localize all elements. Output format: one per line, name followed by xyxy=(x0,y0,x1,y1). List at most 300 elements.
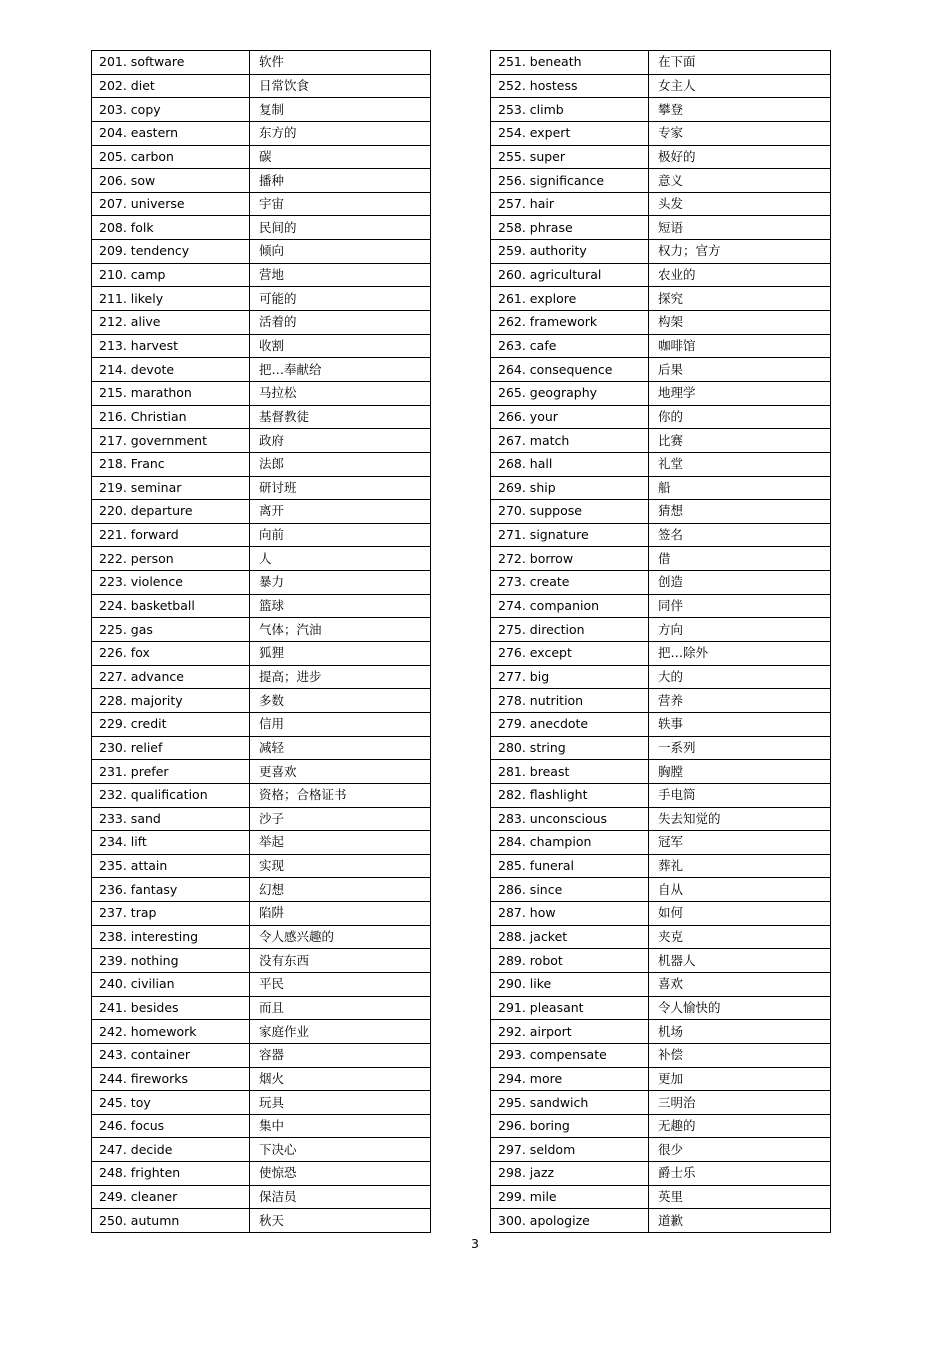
vocabulary-row xyxy=(92,287,431,311)
chinese-meaning-cell: 信用 xyxy=(250,712,431,736)
english-word-cell: 211. likely xyxy=(92,287,250,311)
english-word-cell: 221. forward xyxy=(92,523,250,547)
chinese-meaning-cell: 葬礼 xyxy=(649,854,831,878)
vocabulary-row xyxy=(491,500,831,524)
chinese-meaning-cell: 同伴 xyxy=(649,594,831,618)
english-word-cell: 275. direction xyxy=(491,618,649,642)
vocabulary-row xyxy=(491,74,831,98)
vocabulary-row xyxy=(491,405,831,429)
vocabulary-row xyxy=(92,1091,431,1115)
vocabulary-row xyxy=(92,1162,431,1186)
vocabulary-row xyxy=(491,902,831,926)
chinese-meaning-cell: 胸膛 xyxy=(649,760,831,784)
vocabulary-row xyxy=(491,594,831,618)
english-word-cell: 235. attain xyxy=(92,854,250,878)
english-word-cell: 212. alive xyxy=(92,311,250,335)
vocabulary-row xyxy=(92,783,431,807)
chinese-meaning-cell: 如何 xyxy=(649,902,831,926)
chinese-meaning-cell: 收割 xyxy=(250,334,431,358)
chinese-meaning-cell: 很少 xyxy=(649,1138,831,1162)
vocabulary-row xyxy=(491,783,831,807)
english-word-cell: 249. cleaner xyxy=(92,1185,250,1209)
chinese-meaning-cell: 失去知觉的 xyxy=(649,807,831,831)
english-word-cell: 300. apologize xyxy=(491,1209,649,1233)
english-word-cell: 286. since xyxy=(491,878,649,902)
page-number: 3 xyxy=(471,1236,479,1251)
chinese-meaning-cell: 可能的 xyxy=(250,287,431,311)
english-word-cell: 206. sow xyxy=(92,169,250,193)
vocabulary-row xyxy=(491,1091,831,1115)
chinese-meaning-cell: 机器人 xyxy=(649,949,831,973)
english-word-cell: 296. boring xyxy=(491,1114,649,1138)
chinese-meaning-cell: 无趣的 xyxy=(649,1114,831,1138)
chinese-meaning-cell: 研讨班 xyxy=(250,476,431,500)
chinese-meaning-cell: 沙子 xyxy=(250,807,431,831)
english-word-cell: 281. breast xyxy=(491,760,649,784)
chinese-meaning-cell: 头发 xyxy=(649,192,831,216)
chinese-meaning-cell: 夹克 xyxy=(649,925,831,949)
english-word-cell: 250. autumn xyxy=(92,1209,250,1233)
english-word-cell: 242. homework xyxy=(92,1020,250,1044)
english-word-cell: 241. besides xyxy=(92,996,250,1020)
vocabulary-row xyxy=(491,571,831,595)
vocabulary-row xyxy=(491,121,831,145)
vocabulary-row xyxy=(491,831,831,855)
chinese-meaning-cell: 探究 xyxy=(649,287,831,311)
chinese-meaning-cell: 猜想 xyxy=(649,500,831,524)
vocabulary-row xyxy=(491,334,831,358)
chinese-meaning-cell: 后果 xyxy=(649,358,831,382)
vocabulary-row xyxy=(491,429,831,453)
chinese-meaning-cell: 你的 xyxy=(649,405,831,429)
vocabulary-row xyxy=(491,523,831,547)
vocabulary-row xyxy=(92,1067,431,1091)
english-word-cell: 291. pleasant xyxy=(491,996,649,1020)
english-word-cell: 224. basketball xyxy=(92,594,250,618)
chinese-meaning-cell: 大的 xyxy=(649,665,831,689)
chinese-meaning-cell: 令人愉快的 xyxy=(649,996,831,1020)
chinese-meaning-cell: 复制 xyxy=(250,98,431,122)
vocabulary-row xyxy=(491,972,831,996)
vocabulary-row xyxy=(92,642,431,666)
chinese-meaning-cell: 意义 xyxy=(649,169,831,193)
vocabulary-row xyxy=(92,665,431,689)
chinese-meaning-cell: 手电筒 xyxy=(649,783,831,807)
vocabulary-row xyxy=(92,429,431,453)
chinese-meaning-cell: 签名 xyxy=(649,523,831,547)
chinese-meaning-cell: 把…除外 xyxy=(649,642,831,666)
english-word-cell: 257. hair xyxy=(491,192,649,216)
chinese-meaning-cell: 农业的 xyxy=(649,263,831,287)
vocabulary-row xyxy=(491,760,831,784)
chinese-meaning-cell: 三明治 xyxy=(649,1091,831,1115)
english-word-cell: 269. ship xyxy=(491,476,649,500)
english-word-cell: 218. Franc xyxy=(92,452,250,476)
chinese-meaning-cell: 减轻 xyxy=(250,736,431,760)
vocabulary-row xyxy=(92,1043,431,1067)
vocabulary-row xyxy=(92,192,431,216)
chinese-meaning-cell: 攀登 xyxy=(649,98,831,122)
english-word-cell: 294. more xyxy=(491,1067,649,1091)
vocabulary-row xyxy=(92,949,431,973)
english-word-cell: 288. jacket xyxy=(491,925,649,949)
chinese-meaning-cell: 玩具 xyxy=(250,1091,431,1115)
chinese-meaning-cell: 资格；合格证书 xyxy=(250,783,431,807)
english-word-cell: 255. super xyxy=(491,145,649,169)
vocabulary-row xyxy=(92,972,431,996)
chinese-meaning-cell: 专家 xyxy=(649,121,831,145)
vocabulary-row xyxy=(491,240,831,264)
chinese-meaning-cell: 气体；汽油 xyxy=(250,618,431,642)
vocabulary-row xyxy=(92,1138,431,1162)
vocabulary-row xyxy=(92,381,431,405)
english-word-cell: 293. compensate xyxy=(491,1043,649,1067)
vocabulary-row xyxy=(92,547,431,571)
english-word-cell: 236. fantasy xyxy=(92,878,250,902)
chinese-meaning-cell: 冠军 xyxy=(649,831,831,855)
vocabulary-row xyxy=(92,1185,431,1209)
vocabulary-row xyxy=(92,878,431,902)
english-word-cell: 239. nothing xyxy=(92,949,250,973)
chinese-meaning-cell: 在下面 xyxy=(649,51,831,75)
chinese-meaning-cell: 创造 xyxy=(649,571,831,595)
chinese-meaning-cell: 秋天 xyxy=(250,1209,431,1233)
chinese-meaning-cell: 爵士乐 xyxy=(649,1162,831,1186)
english-word-cell: 238. interesting xyxy=(92,925,250,949)
english-word-cell: 283. unconscious xyxy=(491,807,649,831)
vocabulary-row xyxy=(491,358,831,382)
vocabulary-row xyxy=(491,476,831,500)
vocabulary-row xyxy=(92,807,431,831)
vocabulary-row xyxy=(92,334,431,358)
chinese-meaning-cell: 马拉松 xyxy=(250,381,431,405)
english-word-cell: 203. copy xyxy=(92,98,250,122)
english-word-cell: 208. folk xyxy=(92,216,250,240)
english-word-cell: 210. camp xyxy=(92,263,250,287)
chinese-meaning-cell: 船 xyxy=(649,476,831,500)
chinese-meaning-cell: 令人感兴趣的 xyxy=(250,925,431,949)
english-word-cell: 267. match xyxy=(491,429,649,453)
chinese-meaning-cell: 女主人 xyxy=(649,74,831,98)
english-word-cell: 292. airport xyxy=(491,1020,649,1044)
chinese-meaning-cell: 举起 xyxy=(250,831,431,855)
vocabulary-row xyxy=(92,925,431,949)
english-word-cell: 213. harvest xyxy=(92,334,250,358)
vocabulary-row xyxy=(491,949,831,973)
vocabulary-row xyxy=(491,618,831,642)
english-word-cell: 209. tendency xyxy=(92,240,250,264)
chinese-meaning-cell: 多数 xyxy=(250,689,431,713)
vocabulary-row xyxy=(491,547,831,571)
chinese-meaning-cell: 咖啡馆 xyxy=(649,334,831,358)
vocabulary-row xyxy=(92,169,431,193)
vocabulary-row xyxy=(491,665,831,689)
english-word-cell: 215. marathon xyxy=(92,381,250,405)
vocabulary-row xyxy=(491,145,831,169)
chinese-meaning-cell: 平民 xyxy=(250,972,431,996)
english-word-cell: 219. seminar xyxy=(92,476,250,500)
english-word-cell: 279. anecdote xyxy=(491,712,649,736)
vocabulary-row xyxy=(491,807,831,831)
english-word-cell: 259. authority xyxy=(491,240,649,264)
english-word-cell: 263. cafe xyxy=(491,334,649,358)
chinese-meaning-cell: 人 xyxy=(250,547,431,571)
vocabulary-row xyxy=(92,736,431,760)
vocabulary-row xyxy=(92,405,431,429)
chinese-meaning-cell: 短语 xyxy=(649,216,831,240)
chinese-meaning-cell: 家庭作业 xyxy=(250,1020,431,1044)
chinese-meaning-cell: 比赛 xyxy=(649,429,831,453)
english-word-cell: 245. toy xyxy=(92,1091,250,1115)
vocabulary-row xyxy=(92,263,431,287)
vocabulary-row xyxy=(92,98,431,122)
vocabulary-row xyxy=(92,358,431,382)
vocabulary-row xyxy=(92,74,431,98)
english-word-cell: 202. diet xyxy=(92,74,250,98)
english-word-cell: 220. departure xyxy=(92,500,250,524)
english-word-cell: 273. create xyxy=(491,571,649,595)
vocabulary-row xyxy=(92,854,431,878)
english-word-cell: 227. advance xyxy=(92,665,250,689)
chinese-meaning-cell: 更喜欢 xyxy=(250,760,431,784)
vocabulary-row xyxy=(92,51,431,75)
english-word-cell: 214. devote xyxy=(92,358,250,382)
vocabulary-row xyxy=(92,902,431,926)
english-word-cell: 223. violence xyxy=(92,571,250,595)
english-word-cell: 254. expert xyxy=(491,121,649,145)
chinese-meaning-cell: 东方的 xyxy=(250,121,431,145)
english-word-cell: 222. person xyxy=(92,547,250,571)
vocabulary-row xyxy=(92,452,431,476)
vocabulary-row xyxy=(92,500,431,524)
chinese-meaning-cell: 下决心 xyxy=(250,1138,431,1162)
vocabulary-row xyxy=(92,760,431,784)
chinese-meaning-cell: 日常饮食 xyxy=(250,74,431,98)
chinese-meaning-cell: 集中 xyxy=(250,1114,431,1138)
chinese-meaning-cell: 而且 xyxy=(250,996,431,1020)
english-word-cell: 271. signature xyxy=(491,523,649,547)
vocabulary-row xyxy=(491,1162,831,1186)
english-word-cell: 229. credit xyxy=(92,712,250,736)
vocabulary-row xyxy=(92,689,431,713)
vocabulary-row xyxy=(491,689,831,713)
vocabulary-row xyxy=(491,452,831,476)
english-word-cell: 266. your xyxy=(491,405,649,429)
chinese-meaning-cell: 活着的 xyxy=(250,311,431,335)
chinese-meaning-cell: 篮球 xyxy=(250,594,431,618)
vocabulary-row xyxy=(491,854,831,878)
chinese-meaning-cell: 陷阱 xyxy=(250,902,431,926)
chinese-meaning-cell: 喜欢 xyxy=(649,972,831,996)
english-word-cell: 277. big xyxy=(491,665,649,689)
vocabulary-table-right xyxy=(490,50,831,1233)
vocabulary-row xyxy=(92,240,431,264)
english-word-cell: 243. container xyxy=(92,1043,250,1067)
english-word-cell: 251. beneath xyxy=(491,51,649,75)
english-word-cell: 205. carbon xyxy=(92,145,250,169)
vocabulary-row xyxy=(491,1043,831,1067)
english-word-cell: 261. explore xyxy=(491,287,649,311)
vocabulary-row xyxy=(491,712,831,736)
chinese-meaning-cell: 更加 xyxy=(649,1067,831,1091)
english-word-cell: 226. fox xyxy=(92,642,250,666)
english-word-cell: 282. flashlight xyxy=(491,783,649,807)
english-word-cell: 225. gas xyxy=(92,618,250,642)
vocabulary-row xyxy=(491,381,831,405)
chinese-meaning-cell: 方向 xyxy=(649,618,831,642)
vocabulary-row xyxy=(491,263,831,287)
english-word-cell: 270. suppose xyxy=(491,500,649,524)
chinese-meaning-cell: 自从 xyxy=(649,878,831,902)
vocabulary-row xyxy=(491,925,831,949)
chinese-meaning-cell: 道歉 xyxy=(649,1209,831,1233)
chinese-meaning-cell: 补偿 xyxy=(649,1043,831,1067)
english-word-cell: 260. agricultural xyxy=(491,263,649,287)
english-word-cell: 278. nutrition xyxy=(491,689,649,713)
vocabulary-table-right-body xyxy=(491,51,831,1233)
vocabulary-row xyxy=(92,311,431,335)
vocabulary-row xyxy=(491,1020,831,1044)
english-word-cell: 258. phrase xyxy=(491,216,649,240)
vocabulary-row xyxy=(92,1114,431,1138)
chinese-meaning-cell: 暴力 xyxy=(250,571,431,595)
english-word-cell: 264. consequence xyxy=(491,358,649,382)
chinese-meaning-cell: 营地 xyxy=(250,263,431,287)
chinese-meaning-cell: 借 xyxy=(649,547,831,571)
english-word-cell: 228. majority xyxy=(92,689,250,713)
chinese-meaning-cell: 向前 xyxy=(250,523,431,547)
vocabulary-row xyxy=(491,642,831,666)
chinese-meaning-cell: 提高；进步 xyxy=(250,665,431,689)
chinese-meaning-cell: 倾向 xyxy=(250,240,431,264)
vocabulary-row xyxy=(491,169,831,193)
vocabulary-table-left xyxy=(91,50,431,1233)
english-word-cell: 240. civilian xyxy=(92,972,250,996)
vocabulary-row xyxy=(491,878,831,902)
chinese-meaning-cell: 法郎 xyxy=(250,452,431,476)
vocabulary-row xyxy=(92,1209,431,1233)
chinese-meaning-cell: 政府 xyxy=(250,429,431,453)
chinese-meaning-cell: 民间的 xyxy=(250,216,431,240)
chinese-meaning-cell: 权力；官方 xyxy=(649,240,831,264)
chinese-meaning-cell: 礼堂 xyxy=(649,452,831,476)
chinese-meaning-cell: 保洁员 xyxy=(250,1185,431,1209)
english-word-cell: 280. string xyxy=(491,736,649,760)
english-word-cell: 290. like xyxy=(491,972,649,996)
english-word-cell: 233. sand xyxy=(92,807,250,831)
vocabulary-row xyxy=(491,51,831,75)
vocabulary-row xyxy=(491,1114,831,1138)
chinese-meaning-cell: 极好的 xyxy=(649,145,831,169)
chinese-meaning-cell: 没有东西 xyxy=(250,949,431,973)
english-word-cell: 297. seldom xyxy=(491,1138,649,1162)
vocabulary-row xyxy=(92,1020,431,1044)
english-word-cell: 253. climb xyxy=(491,98,649,122)
english-word-cell: 285. funeral xyxy=(491,854,649,878)
vocabulary-row xyxy=(92,523,431,547)
vocabulary-row xyxy=(92,145,431,169)
english-word-cell: 246. focus xyxy=(92,1114,250,1138)
chinese-meaning-cell: 狐狸 xyxy=(250,642,431,666)
english-word-cell: 272. borrow xyxy=(491,547,649,571)
english-word-cell: 201. software xyxy=(92,51,250,75)
english-word-cell: 217. government xyxy=(92,429,250,453)
vocabulary-row xyxy=(491,216,831,240)
chinese-meaning-cell: 地理学 xyxy=(649,381,831,405)
vocabulary-row xyxy=(92,831,431,855)
vocabulary-row xyxy=(92,594,431,618)
chinese-meaning-cell: 机场 xyxy=(649,1020,831,1044)
vocabulary-row xyxy=(491,192,831,216)
english-word-cell: 247. decide xyxy=(92,1138,250,1162)
english-word-cell: 231. prefer xyxy=(92,760,250,784)
chinese-meaning-cell: 把…奉献给 xyxy=(250,358,431,382)
english-word-cell: 252. hostess xyxy=(491,74,649,98)
vocabulary-row xyxy=(92,476,431,500)
vocabulary-row xyxy=(491,1209,831,1233)
vocabulary-row xyxy=(491,311,831,335)
chinese-meaning-cell: 实现 xyxy=(250,854,431,878)
english-word-cell: 256. significance xyxy=(491,169,649,193)
vocabulary-row xyxy=(491,1185,831,1209)
vocabulary-row xyxy=(491,996,831,1020)
vocabulary-row xyxy=(92,618,431,642)
english-word-cell: 295. sandwich xyxy=(491,1091,649,1115)
english-word-cell: 289. robot xyxy=(491,949,649,973)
english-word-cell: 298. jazz xyxy=(491,1162,649,1186)
chinese-meaning-cell: 英里 xyxy=(649,1185,831,1209)
chinese-meaning-cell: 基督教徒 xyxy=(250,405,431,429)
vocabulary-row xyxy=(491,736,831,760)
vocabulary-row xyxy=(92,121,431,145)
chinese-meaning-cell: 营养 xyxy=(649,689,831,713)
english-word-cell: 276. except xyxy=(491,642,649,666)
chinese-meaning-cell: 幻想 xyxy=(250,878,431,902)
vocabulary-table-left-body xyxy=(92,51,431,1233)
english-word-cell: 268. hall xyxy=(491,452,649,476)
vocabulary-row xyxy=(92,996,431,1020)
english-word-cell: 232. qualification xyxy=(92,783,250,807)
vocabulary-row xyxy=(491,287,831,311)
chinese-meaning-cell: 软件 xyxy=(250,51,431,75)
chinese-meaning-cell: 播种 xyxy=(250,169,431,193)
english-word-cell: 287. how xyxy=(491,902,649,926)
chinese-meaning-cell: 使惊恐 xyxy=(250,1162,431,1186)
vocabulary-row xyxy=(92,712,431,736)
vocabulary-row xyxy=(491,98,831,122)
vocabulary-row xyxy=(491,1138,831,1162)
chinese-meaning-cell: 容器 xyxy=(250,1043,431,1067)
english-word-cell: 265. geography xyxy=(491,381,649,405)
english-word-cell: 207. universe xyxy=(92,192,250,216)
english-word-cell: 216. Christian xyxy=(92,405,250,429)
chinese-meaning-cell: 轶事 xyxy=(649,712,831,736)
chinese-meaning-cell: 烟火 xyxy=(250,1067,431,1091)
english-word-cell: 248. frighten xyxy=(92,1162,250,1186)
english-word-cell: 230. relief xyxy=(92,736,250,760)
chinese-meaning-cell: 宇宙 xyxy=(250,192,431,216)
english-word-cell: 262. framework xyxy=(491,311,649,335)
vocabulary-row xyxy=(491,1067,831,1091)
chinese-meaning-cell: 碳 xyxy=(250,145,431,169)
english-word-cell: 299. mile xyxy=(491,1185,649,1209)
english-word-cell: 237. trap xyxy=(92,902,250,926)
english-word-cell: 284. champion xyxy=(491,831,649,855)
vocabulary-row xyxy=(92,216,431,240)
english-word-cell: 204. eastern xyxy=(92,121,250,145)
english-word-cell: 234. lift xyxy=(92,831,250,855)
vocabulary-row xyxy=(92,571,431,595)
